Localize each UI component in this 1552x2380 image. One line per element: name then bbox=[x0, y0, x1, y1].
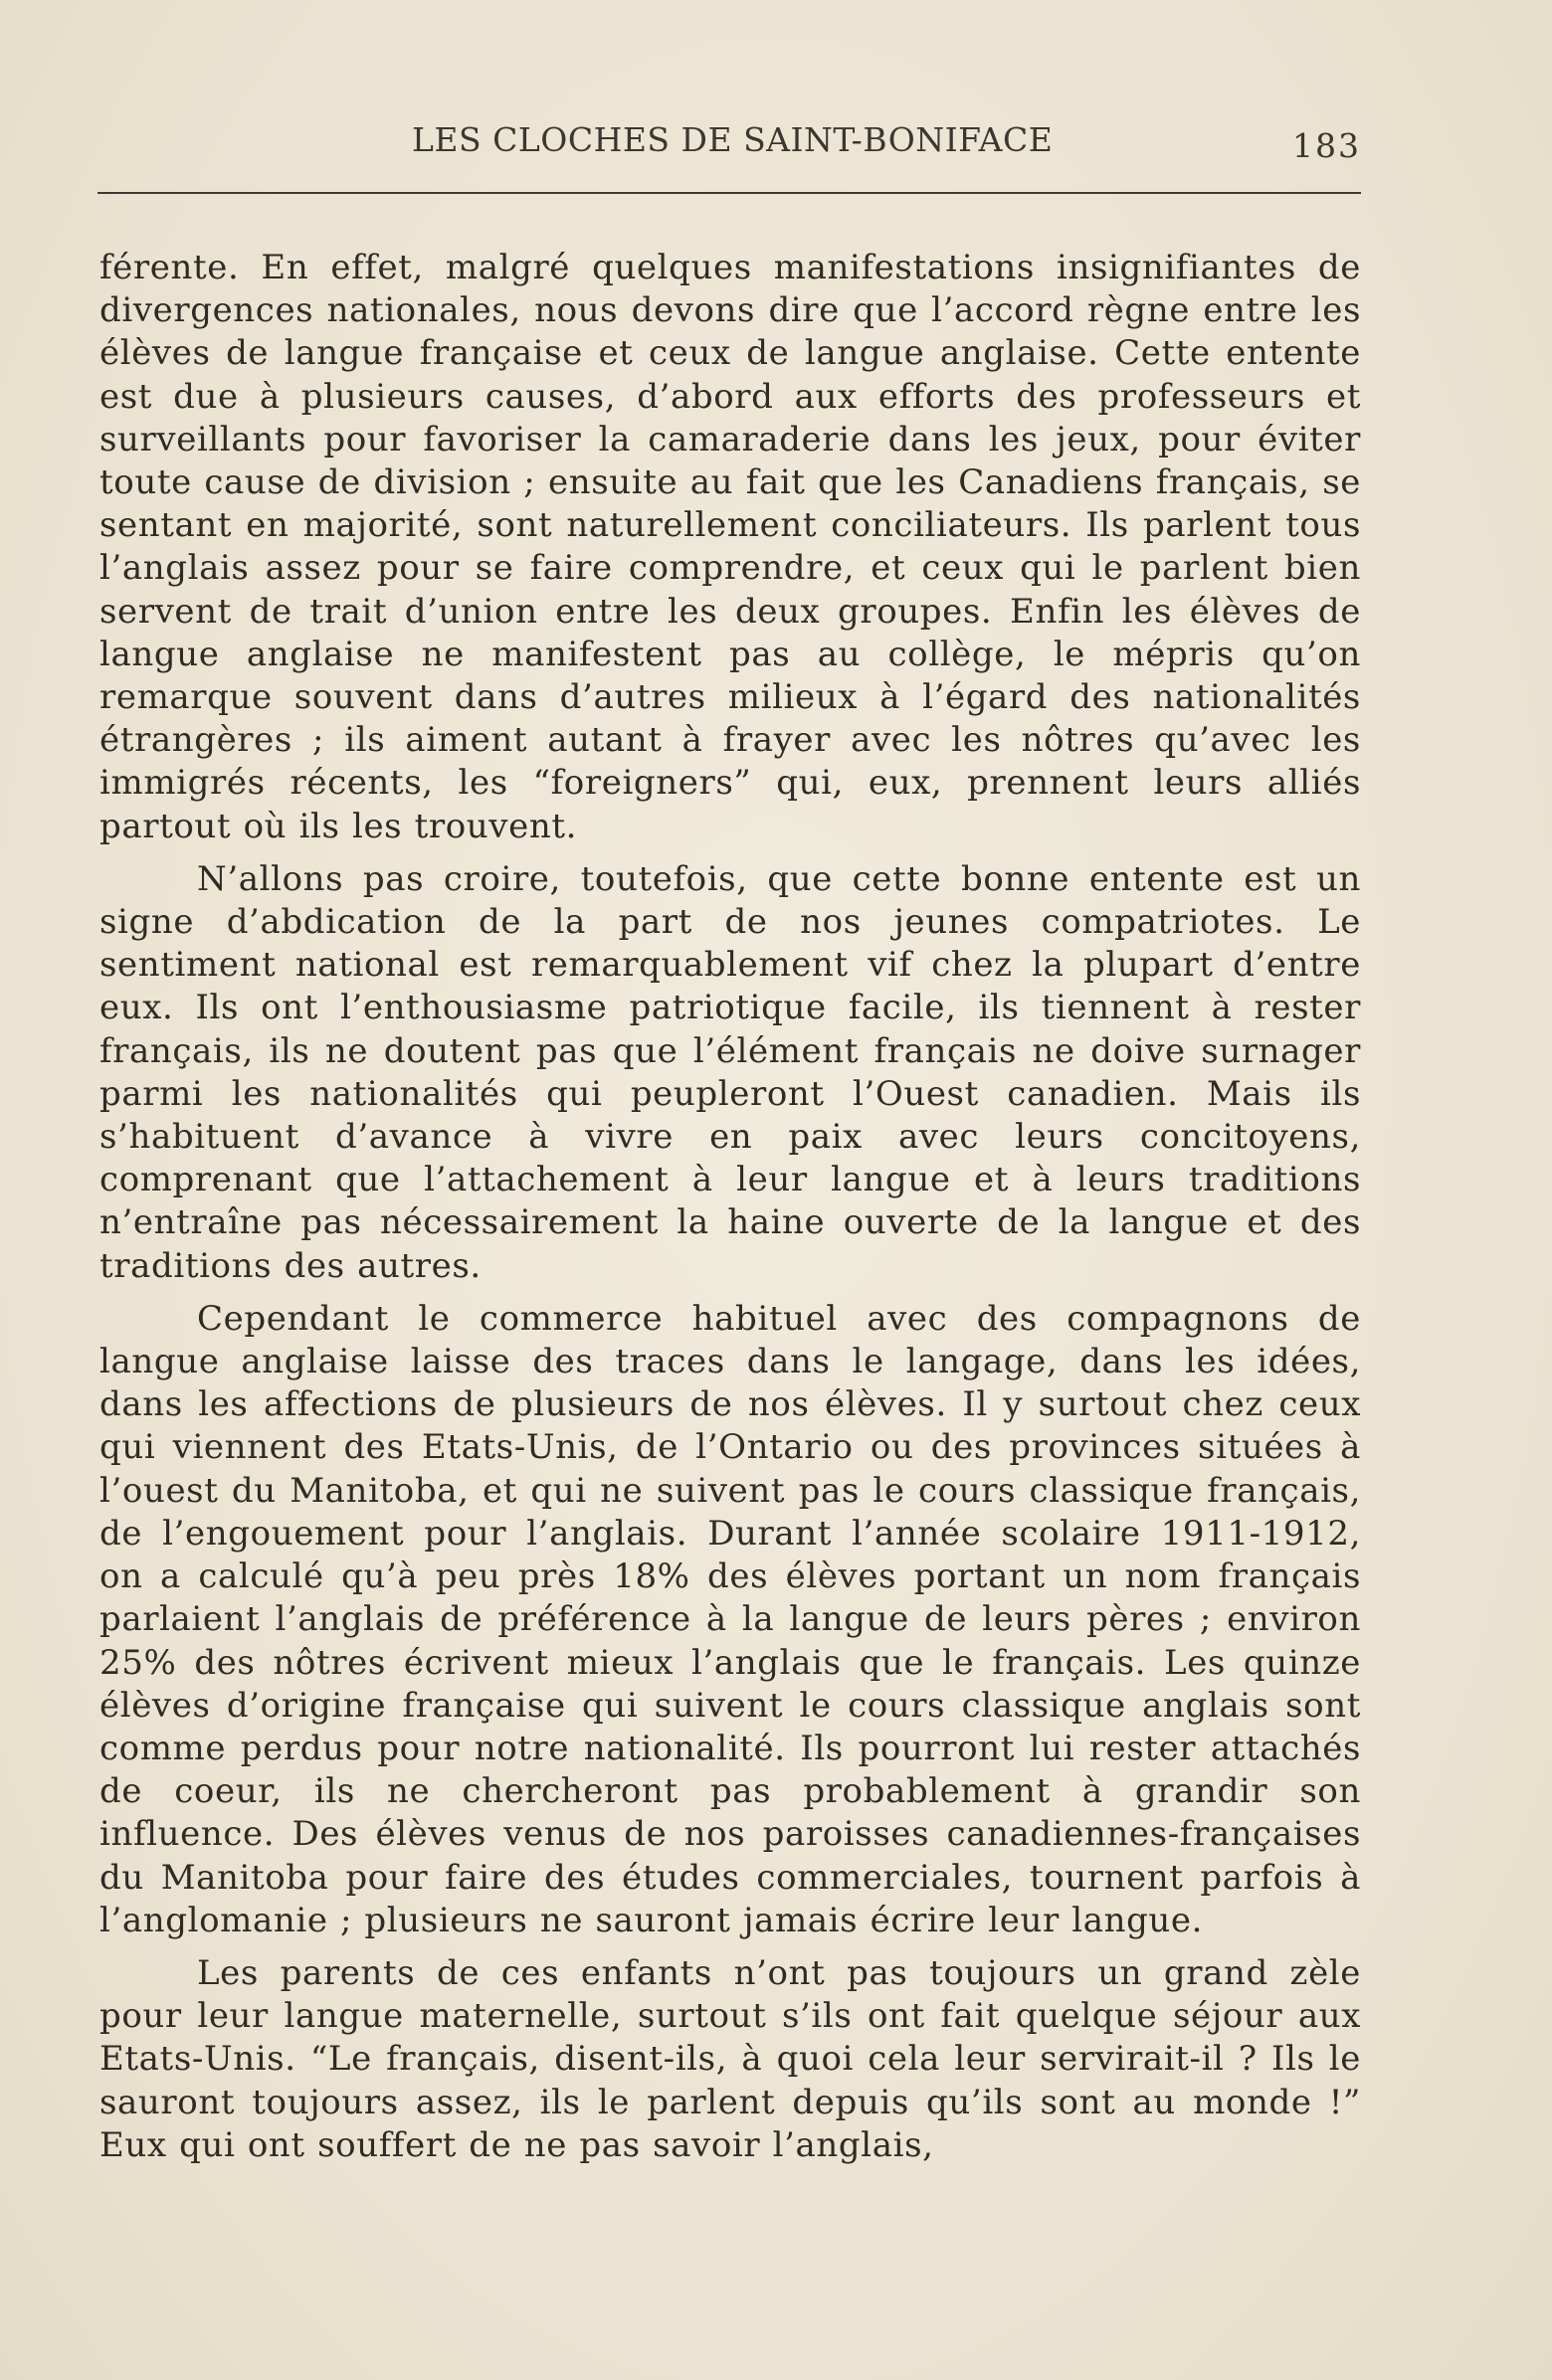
running-head bbox=[97, 114, 1361, 164]
running-title: LES CLOCHES DE SAINT-BONIFACE bbox=[412, 120, 1054, 159]
paragraph-1: férente. En effet, malgré quelques manifestations insignifiantes de divergences nationales, nous devons dire que l’accord règne entre les élèves de langue française et ceux de langue anglaise. Cette entente est due à plusieurs causes, d’abord aux efforts des professeurs et surveillants pour favoriser la camaraderie dans les jeux, pour éviter toute cause de division ; ensuite au fait que les Canadiens français, se sentant en majorité, sont naturellement conciliateurs. Ils parlent tous l’anglais assez pour se faire comprendre, et ceux qui le parlent bien servent de trait d’union entre les deux groupes. Enfin les élèves de langue anglaise ne manifestent pas au collège, le mépris qu’on remarque souvent dans d’autres milieux à l’égard des nationalités étrangères ; ils aiment autant à frayer avec les nôtres qu’avec les immigrés récents, les “foreigners” qui, eux, prennent leurs alliés partout où ils les trouvent. bbox=[99, 248, 1361, 846]
paragraph-3: Cependant le commerce habituel avec des compagnons de langue anglaise laisse des traces dans le langage, dans les idées, dans les affections de plusieurs de nos élèves. Il y surtout chez ceux qui viennent des Etats-Unis, de l’Ontario ou des provinces situées à l’ouest du Manitoba, et qui ne suivent pas le cours classique français, de l’engouement pour l’anglais. Durant l’année scolaire 1911-1912, on a calculé qu’à peu près 18% des élèves portant un nom français parlaient l’anglais de préférence à la langue de leurs pères ; environ 25% des nôtres écrivent mieux l’anglais que le français. Les quinze élèves d’origine française qui suivent le cours classique anglais sont comme perdus pour notre nationalité. Ils pourront lui rester attachés de coeur, ils ne chercheront pas probablement à grandir son influence. Des élèves venus de nos paroisses canadiennes-françaises du Manitoba pour faire des études commerciales, tournent parfois à l’anglomanie ; plusieurs ne sauront jamais écrire leur langue. bbox=[99, 1298, 1361, 1940]
body-text bbox=[99, 247, 1361, 2167]
paragraph-2: N’allons pas croire, toutefois, que cette bonne entente est un signe d’abdication de la part de nos jeunes compatriotes. Le sentiment national est remarquablement vif chez la plupart d’entre eux. Ils ont l’enthousiasme patriotique facile, ils tiennent à rester français, ils ne doutent pas que l’élément français ne doive surnager parmi les nationalités qui peupleront l’Ouest canadien. Mais ils s’habituent d’avance à vivre en paix avec leurs concitoyens, comprenant que l’attachement à leur langue et à leurs traditions n’entraîne pas nécessairement la haine ouverte de la langue et des traditions des autres. bbox=[99, 858, 1361, 1286]
page-number: 183 bbox=[1292, 126, 1361, 165]
header-rule bbox=[97, 192, 1361, 194]
paragraph-4: Les parents de ces enfants n’ont pas toujours un grand zèle pour leur langue maternelle, surtout s’ils ont fait quelque séjour aux Etats-Unis. “Le français, disent-ils, à quoi cela leur servirait-il ? Ils le sauront toujours assez, ils le parlent depuis qu’ils sont au monde !” Eux qui ont souffert de ne pas savoir l’anglais, bbox=[99, 1952, 1361, 2165]
